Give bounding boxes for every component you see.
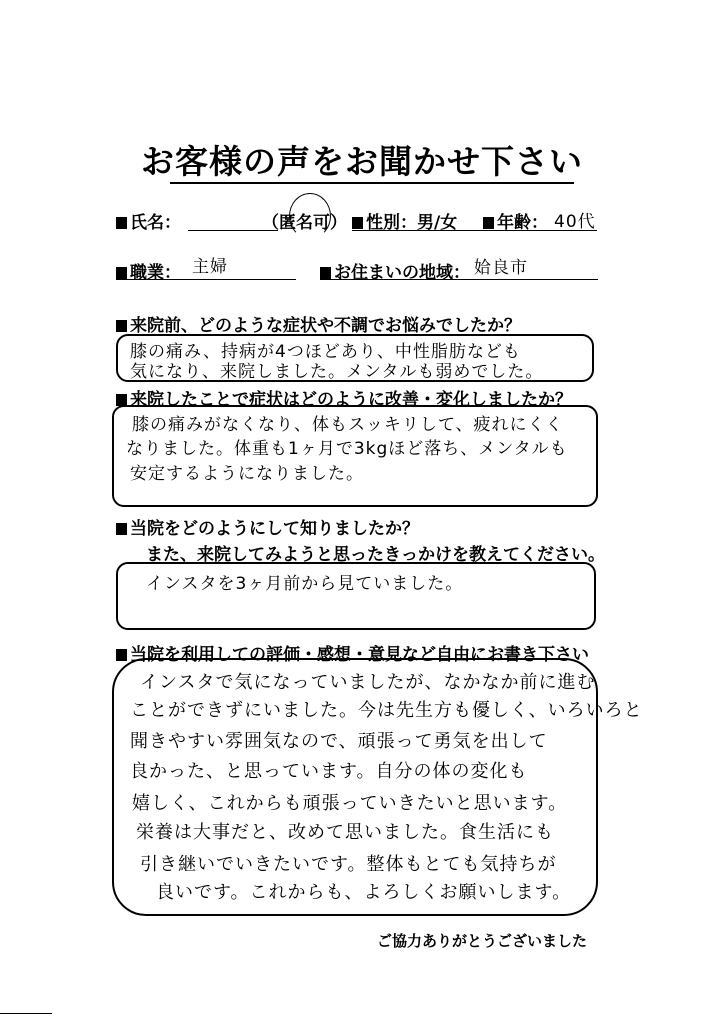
occupation-value: 主婦 [192, 257, 228, 277]
gender-age-underline [352, 230, 597, 231]
area-underline [320, 279, 598, 280]
question-2: 来院したことで症状はどのように改善・変化しましたか？ [116, 385, 572, 410]
answer-4-line-3: 聞きやすい雰囲気なので、頑張って勇気を出して [130, 731, 548, 752]
answer-2-line-3: 安定するようになりました。 [130, 464, 364, 484]
answer-2-line-1: 膝の痛みがなくなり、体もスッキリして、疲れにくく [132, 415, 564, 435]
gender-label: 性別：男/女 [352, 208, 457, 233]
anonymous-label: （匿名可） [262, 213, 347, 233]
age-value: 40代 [554, 212, 596, 232]
answer-1-line-1: 膝の痛み、持病が4つほどあり、中性脂肪なども [130, 342, 521, 362]
square-bullet-icon [116, 217, 127, 229]
question-1: 来院前、どのような症状や不調でお悩みでしたか？ [116, 311, 521, 336]
occupation-underline [116, 279, 296, 280]
area-label: お住まいの地域： [320, 258, 470, 283]
answer-4-line-6: 栄養は大事だと、改めて思いました。食生活にも [136, 822, 554, 843]
name-label: 氏名： [116, 208, 181, 233]
age-label: 年齢： [483, 208, 548, 233]
answer-4-line-7: 引き継いでいきたいです。整体もとても気持ちが [140, 854, 557, 875]
answer-4-line-1: インスタで気になっていましたが、なかなか前に進む [140, 672, 596, 693]
answer-4-line-4: 良かった、と思っています。自分の体の変化も [130, 761, 528, 782]
question-3-line-1: 当院をどのようにして知りましたか？ [116, 514, 419, 539]
square-bullet-icon [116, 523, 127, 535]
question-4: 当院を利用しての評価・感想・意見など自由にお書き下さい [116, 640, 589, 665]
title-underline [170, 182, 574, 184]
answer-1-line-2: 気になり、来院しました。メンタルも弱めでした。 [130, 362, 544, 382]
square-bullet-icon [116, 320, 127, 332]
occupation-label: 職業： [116, 258, 181, 283]
answer-4-line-5: 嬉しく、これからも頑張っていきたいと思います。 [132, 793, 568, 814]
answer-3-line-1: インスタを3ヶ月前から見ていました。 [146, 574, 464, 594]
square-bullet-icon [116, 649, 127, 661]
square-bullet-icon [483, 217, 494, 229]
answer-4-line-8: 良いです。これからも、よろしくお願いします。 [156, 882, 572, 903]
question-3-line-2: また、来院してみようと思ったきっかけを教えてください。 [146, 545, 605, 565]
answer-4-line-2: ことができずにいました。今は先生方も優しく、いろいろと [130, 700, 643, 721]
square-bullet-icon [320, 267, 331, 279]
area-value: 姶良市 [474, 258, 528, 278]
page-title: お客様の声をお聞かせ下さい [141, 142, 583, 181]
answer-2-line-2: なりました。体重も1ヶ月で3kgほど落ち、メンタルも [126, 439, 568, 459]
bottom-left-rule [0, 1013, 52, 1014]
square-bullet-icon [116, 267, 127, 279]
thanks-message: ご協力ありがとうございました [377, 932, 588, 950]
square-bullet-icon [352, 217, 363, 229]
